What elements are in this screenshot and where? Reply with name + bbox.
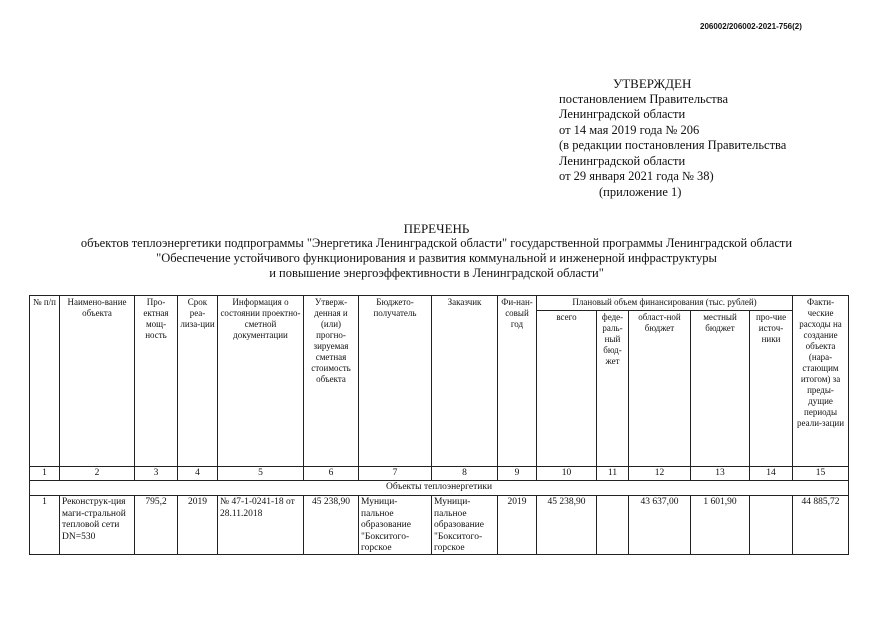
approval-line: (в редакции постановления Правительства	[559, 138, 787, 152]
approval-line: Ленинградской области	[559, 153, 686, 168]
cell-docs: № 47-1-0241-18 от 28.11.2018	[218, 496, 304, 555]
section-row	[30, 481, 849, 496]
cell-other	[750, 496, 793, 555]
col-number: 7	[359, 467, 432, 481]
header-total: всего	[537, 311, 597, 467]
header-cost: Утверж-денная и (или) прогно-зируемая сметная стоимость объекта	[304, 296, 359, 467]
header-recipient: Бюджето-получатель	[359, 296, 432, 467]
col-number: 3	[135, 467, 178, 481]
appendix-label: (приложение 1)	[599, 184, 682, 199]
approval-line: от 14 мая 2019 года № 206	[559, 122, 700, 137]
header-plan-group: Плановый объем финансирования (тыс. рублей)	[537, 296, 793, 311]
header-num: № п/п	[30, 296, 60, 467]
header-term: Срок реа-лиза-ции	[178, 296, 218, 467]
cell-capacity: 795,2	[135, 496, 178, 555]
col-number: 1	[30, 467, 60, 481]
document-number: 206002/206002-2021-756(2)	[700, 22, 802, 31]
col-number: 11	[597, 467, 629, 481]
col-number: 2	[60, 467, 135, 481]
cell-actual: 44 885,72	[793, 496, 849, 555]
heading-title: ПЕРЕЧЕНЬ	[403, 221, 470, 236]
header-regional: област-ной бюджет	[629, 311, 691, 467]
header-actual: Факти-ческие расходы на создание объекта (нара-стающим итогом) за преды-дущие периоды реали-зации	[793, 296, 849, 467]
cell-term: 2019	[178, 496, 218, 555]
col-number: 6	[304, 467, 359, 481]
header-federal: феде-раль-ный бюд-жет	[597, 311, 629, 467]
approval-title: УТВЕРЖДЕН	[613, 76, 692, 91]
header-fin-year: Фи-нан-совый год	[498, 296, 537, 467]
col-number: 14	[750, 467, 793, 481]
cell-local: 1 601,90	[691, 496, 750, 555]
document-heading	[0, 221, 873, 281]
table-row	[30, 496, 849, 555]
column-numbers-row	[30, 467, 849, 481]
approval-line: Ленинградской области	[559, 107, 686, 121]
cell-federal	[597, 496, 629, 555]
cell-name	[60, 496, 135, 555]
approval-block	[559, 76, 786, 200]
cell-customer-text: Муници-пальное образование "Бокситого-горское	[434, 497, 484, 553]
cell-total: 45 238,90	[537, 496, 597, 555]
cell-regional: 43 637,00	[629, 496, 691, 555]
cell-fin-year: 2019	[498, 496, 537, 555]
cell-customer	[432, 496, 498, 555]
col-number: 4	[178, 467, 218, 481]
col-number: 12	[629, 467, 691, 481]
cell-num: 1	[30, 496, 60, 555]
col-number: 5	[218, 467, 304, 481]
objects-table	[29, 295, 849, 555]
heading-line: "Обеспечение устойчивого функционирования и развития коммунальной и инженерной инфраструктуры	[156, 251, 717, 265]
heading-line: объектов теплоэнергетики подпрограммы "Энергетика Ленинградской области" государственной программы Ленинградской области	[80, 236, 793, 250]
col-number: 15	[793, 467, 849, 481]
header-row	[30, 296, 849, 311]
header-docs: Информация о состоянии проектно-сметной документации	[218, 296, 304, 467]
section-title: Объекты теплоэнергетики	[30, 481, 849, 496]
objects-table-wrapper	[29, 295, 849, 555]
col-number: 9	[498, 467, 537, 481]
header-name: Наимено-вание объекта	[60, 296, 135, 467]
cell-recipient-text: Муници-пальное образование "Бокситого-горское	[361, 497, 411, 553]
col-number: 10	[537, 467, 597, 481]
cell-name-text: Реконструк-ция маги-стральной тепловой сети DN=530	[62, 497, 126, 542]
col-number: 8	[432, 467, 498, 481]
cell-recipient	[359, 496, 432, 555]
header-capacity: Про-ектная мощ-ность	[135, 296, 178, 467]
cell-cost: 45 238,90	[304, 496, 359, 555]
header-local: местный бюджет	[691, 311, 750, 467]
col-number: 13	[691, 467, 750, 481]
header-other: про-чие источ-ники	[750, 311, 793, 467]
approval-line: от 29 января 2021 года № 38)	[559, 169, 714, 183]
header-customer: Заказчик	[432, 296, 498, 467]
heading-line: и повышение энергоэффективности в Ленинградской области"	[269, 266, 604, 280]
approval-line: постановлением Правительства	[559, 91, 729, 106]
